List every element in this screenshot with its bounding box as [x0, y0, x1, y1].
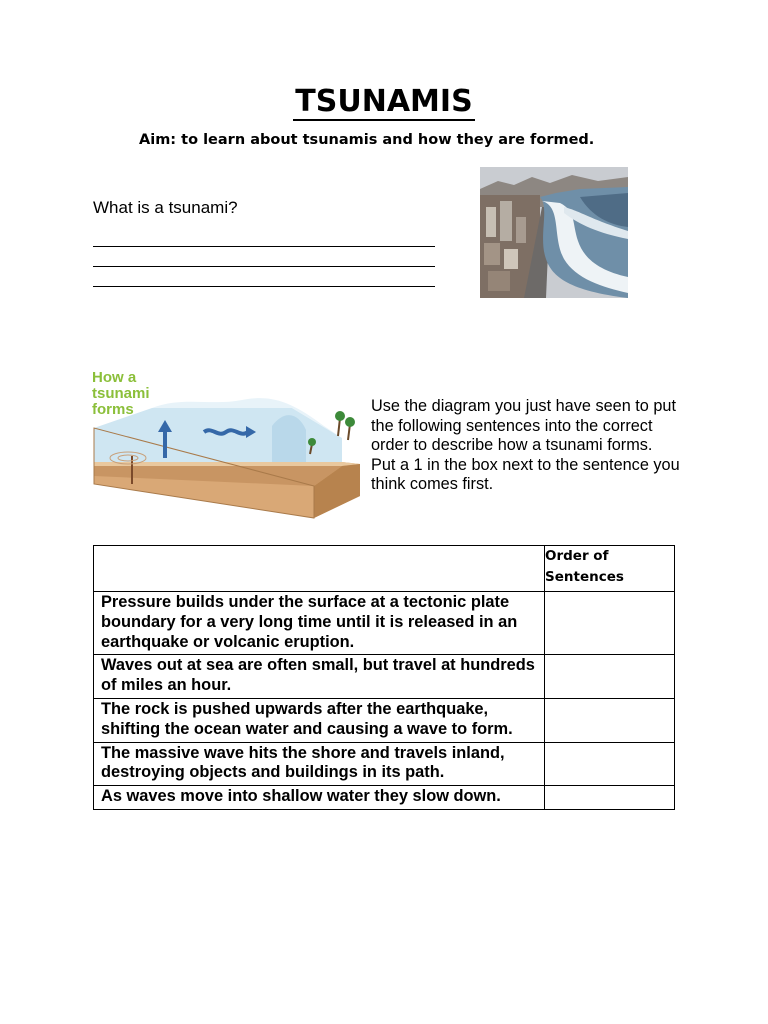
order-box[interactable]	[545, 742, 675, 786]
answer-line[interactable]	[93, 246, 435, 247]
sentence-cell: The massive wave hits the shore and travels inland, destroying objects and buildings in its path.	[94, 742, 545, 786]
order-box[interactable]	[545, 592, 675, 655]
page-title: TSUNAMIS	[295, 84, 473, 119]
table-row	[94, 786, 675, 810]
ordering-table	[93, 545, 675, 810]
svg-text:How a: How a	[92, 369, 137, 386]
tsunami-photo	[480, 167, 628, 298]
answer-line[interactable]	[93, 266, 435, 267]
answer-line[interactable]	[93, 286, 435, 287]
sentence-cell: As waves move into shallow water they slow down.	[94, 786, 545, 810]
aim-text: Aim: to learn about tsunamis and how they are formed.	[139, 132, 595, 148]
sentence-cell: Pressure builds under the surface at a tectonic plate boundary for a very long time until it is released in an earthquake or volcanic eruption.	[94, 592, 545, 655]
table-row	[94, 742, 675, 786]
empty-header-cell	[94, 546, 545, 592]
svg-text:tsunami: tsunami	[92, 385, 150, 402]
table-row	[94, 592, 675, 655]
tsunami-diagram	[92, 366, 364, 526]
order-header: Order of Sentences	[545, 546, 675, 592]
table-row	[94, 698, 675, 742]
question-text: What is a tsunami?	[93, 198, 238, 217]
svg-text:forms: forms	[92, 401, 134, 418]
instructions-text: Use the diagram you just have seen to put the following sentences into the correct order to describe how a tsunami forms. Put a 1 in the box next to the sentence you think comes first.	[371, 397, 680, 494]
sentence-cell: Waves out at sea are often small, but travel at hundreds of miles an hour.	[94, 655, 545, 699]
order-box[interactable]	[545, 655, 675, 699]
table-header-row	[94, 546, 675, 592]
sentence-cell: The rock is pushed upwards after the earthquake, shifting the ocean water and causing a wave to form.	[94, 698, 545, 742]
order-box[interactable]	[545, 786, 675, 810]
order-box[interactable]	[545, 698, 675, 742]
table-row	[94, 655, 675, 699]
